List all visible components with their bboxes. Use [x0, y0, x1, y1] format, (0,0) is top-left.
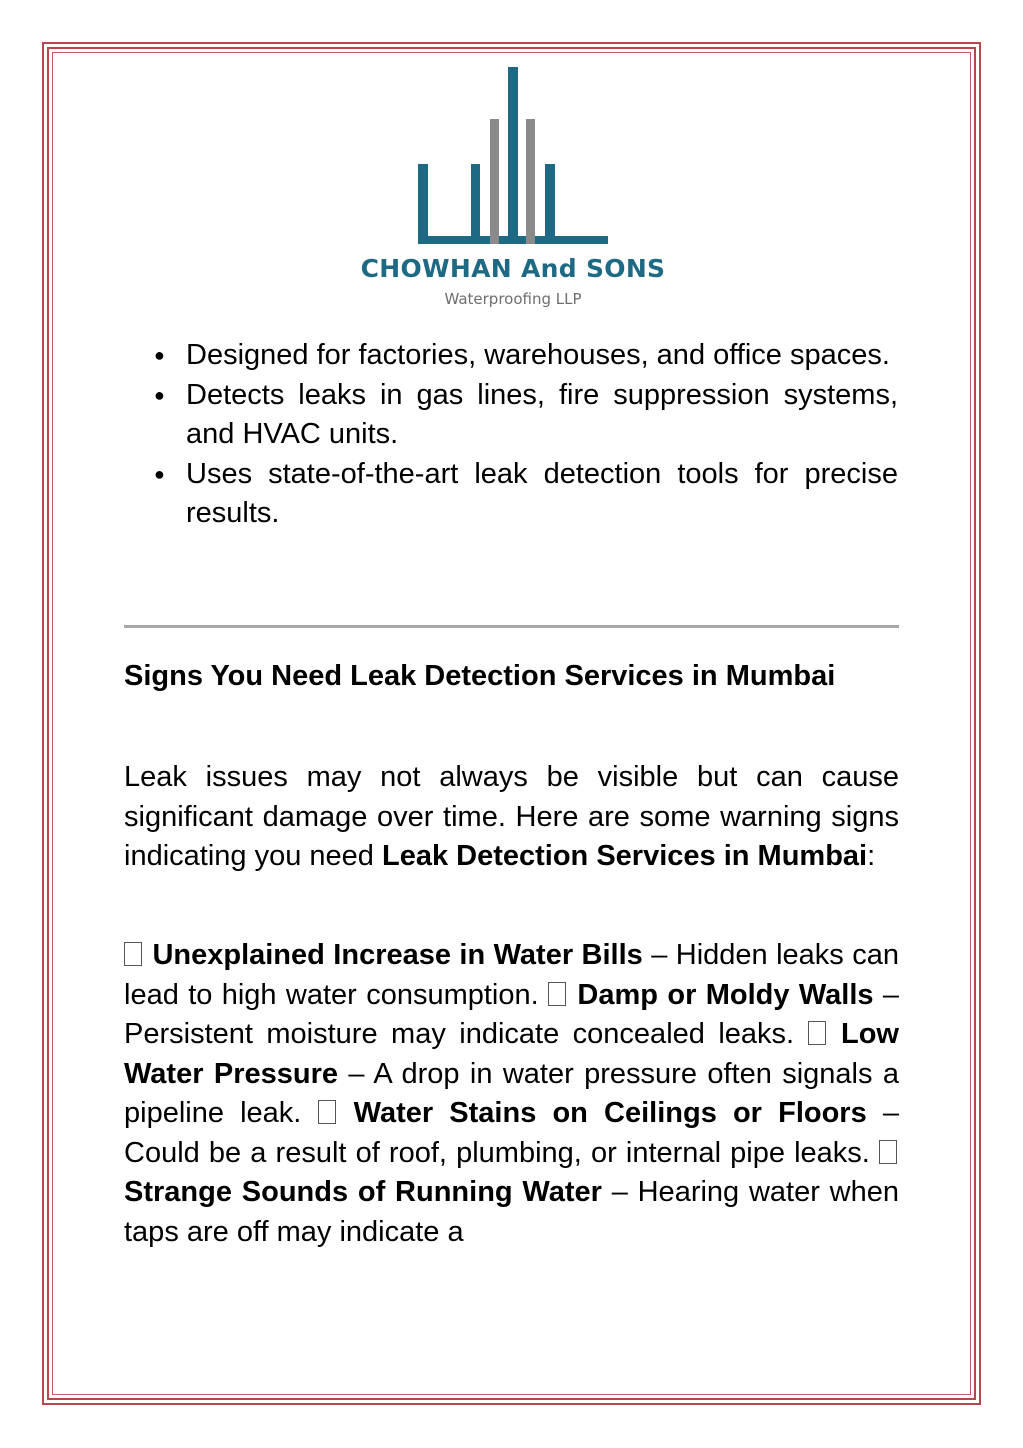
- warning-signs-paragraph: [124, 936, 899, 1252]
- list-item: ● Uses state-of-the-art leak detection tools for precise results.: [140, 455, 898, 534]
- sign-title: Water Stains on Ceilings or Floors: [353, 1097, 867, 1129]
- intro-bold-keyword: Leak Detection Services in Mumbai: [381, 840, 868, 872]
- bullet-dot-icon: ●: [154, 345, 165, 365]
- intro-paragraph: Leak issues may not always be visible but can cause significant damage over time. Here are some warning signs indicating you need Leak Detection Services in Mumbai:: [124, 761, 899, 872]
- company-logo: [360, 64, 666, 314]
- buildings-logo-icon: [360, 64, 666, 254]
- sign-title: Strange Sounds of Running Water: [124, 1176, 602, 1208]
- missing-glyph-icon: [124, 942, 142, 966]
- sign-description: – Persistent moisture may indicate concealed leaks.: [124, 978, 900, 1050]
- section-divider: [124, 625, 899, 628]
- sign-description: – A drop in water pressure often signals a pipeline leak.: [124, 1057, 899, 1129]
- section-heading: Signs You Need Leak Detection Services in Mumbai: [124, 660, 836, 692]
- logo-company-subtitle: Waterproofing LLP: [444, 290, 582, 308]
- sign-title: Unexplained Increase in Water Bills: [152, 939, 643, 971]
- list-item: ● Detects leaks in gas lines, fire suppression systems, and HVAC units.: [140, 376, 898, 455]
- sign-title: Low Water Pressure: [124, 1018, 899, 1090]
- missing-glyph-icon: [808, 1021, 826, 1045]
- bullet-dot-icon: ●: [154, 384, 165, 405]
- missing-glyph-icon: [548, 982, 566, 1006]
- sign-description: – Could be a result of roof, plumbing, or internal pipe leaks.: [124, 1097, 900, 1169]
- missing-glyph-icon: [879, 1140, 897, 1164]
- bullet-dot-icon: ●: [154, 463, 165, 484]
- feature-bullet-list: [140, 336, 898, 534]
- sign-description: – Hearing water when taps are off may indicate a: [124, 1176, 899, 1248]
- logo-company-name: CHOWHAN And SONS: [360, 254, 666, 283]
- list-item: ● Designed for factories, warehouses, and office spaces.: [140, 336, 898, 376]
- missing-glyph-icon: [318, 1100, 336, 1124]
- sign-title: Damp or Moldy Walls: [577, 978, 874, 1011]
- sign-description: – Hidden leaks can lead to high water consumption.: [124, 939, 899, 1011]
